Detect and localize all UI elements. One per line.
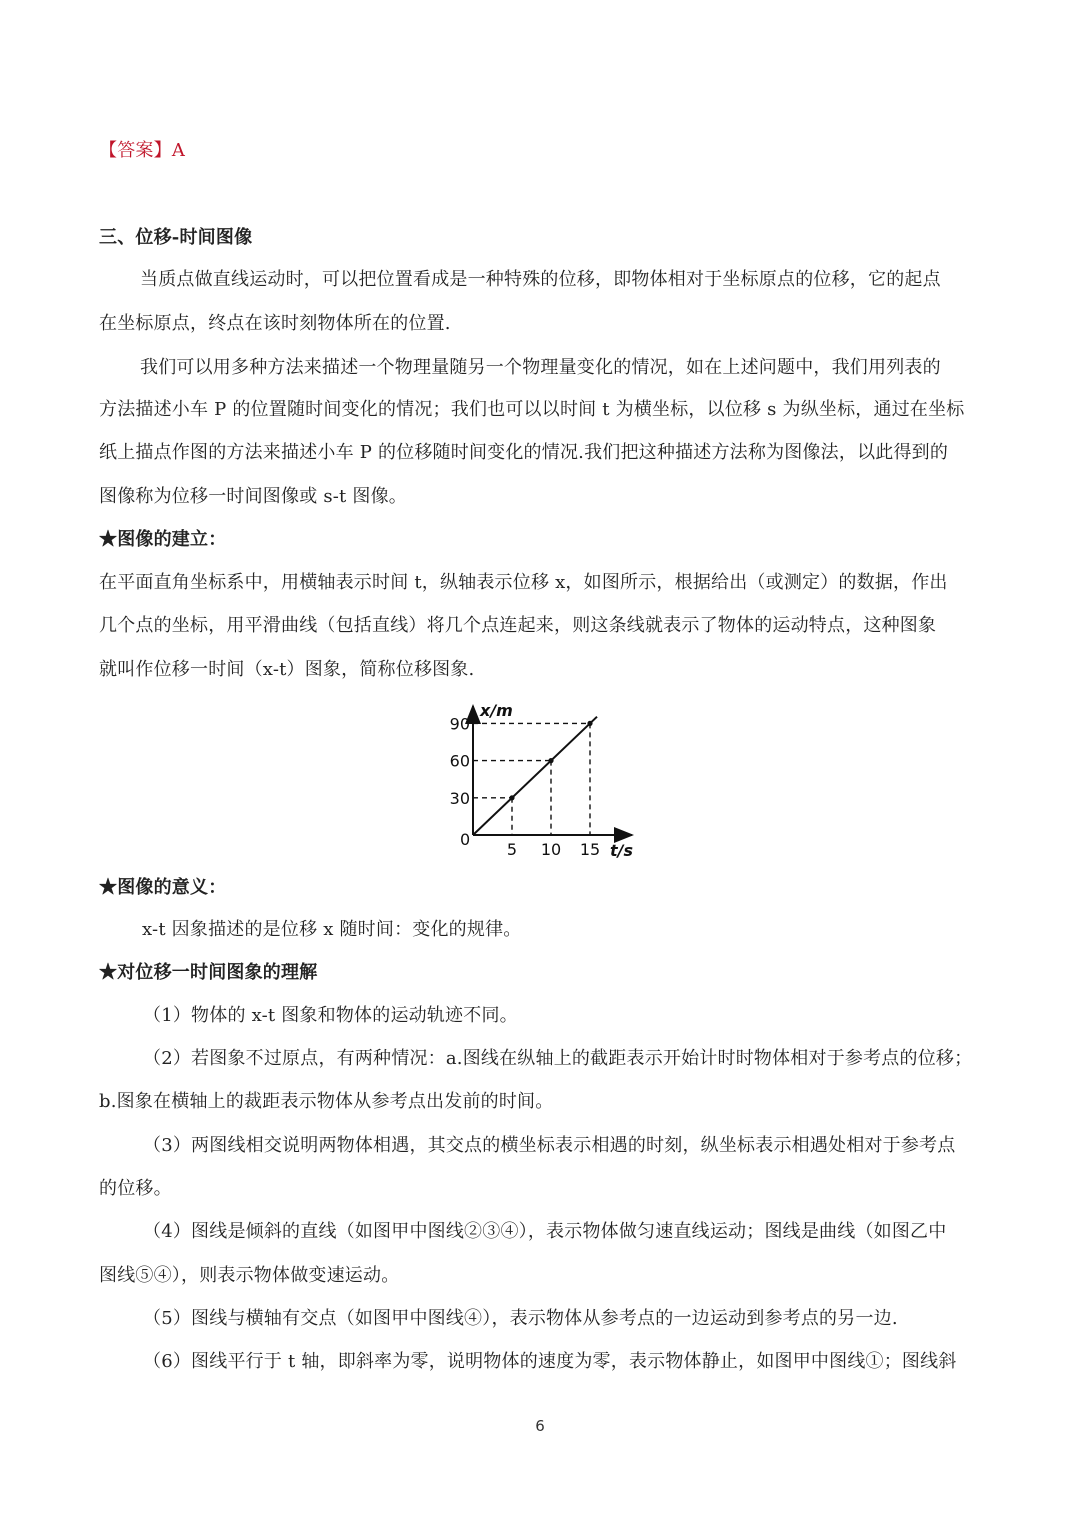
paragraph-line: 我们可以用多种方法来描述一个物理量随另一个物理量变化的情况，如在上述问题中，我们用列表的: [140, 357, 941, 378]
paragraph-line: 就叫作位移一时间（x-t）图象，简称位移图象.: [99, 659, 475, 680]
list-item: （5）图线与横轴有交点（如图甲中图线④），表示物体从参考点的一边运动到参考点的另一边.: [143, 1308, 898, 1329]
data-point: [509, 795, 514, 800]
x-tick-label: 15: [579, 840, 601, 859]
list-item-continuation: 图线⑤④），则表示物体做变速运动。: [99, 1265, 400, 1286]
origin-label: 0: [460, 830, 471, 849]
establish-heading: ★图像的建立：: [99, 529, 227, 550]
paragraph-line: 在平面直角坐标系中，用横轴表示时间 t，纵轴表示位移 x，如图所示，根据给出（或测定）的数据，作出: [99, 572, 948, 593]
paragraph-line: 图像称为位移一时间图像或 s-t 图像。: [99, 486, 407, 507]
section-heading: 三、位移-时间图像: [99, 227, 253, 248]
list-item: （4）图线是倾斜的直线（如图甲中图线②③④），表示物体做匀速直线运动；图线是曲线（如图乙中: [143, 1221, 947, 1242]
y-tick-label: 60: [449, 751, 470, 771]
meaning-heading: ★图像的意义：: [99, 877, 227, 898]
understanding-heading: ★对位移一时间图象的理解: [99, 962, 318, 983]
paragraph-line: 几个点的坐标，用平滑曲线（包括直线）将几个点连起来，则这条线就表示了物体的运动特点，这种图象: [99, 615, 937, 636]
x-tick-label: 10: [540, 840, 562, 859]
list-item: （2）若图象不过原点，有两种情况：a.图线在纵轴上的截距表示开始计时时物体相对于参考点的位移；: [143, 1048, 973, 1069]
x-tick-label: 5: [506, 840, 518, 859]
y-tick-label: 30: [449, 788, 470, 808]
answer-label: 【答案】: [99, 140, 172, 161]
page-number: 6: [535, 1417, 545, 1435]
x-axis-label: t/s: [610, 841, 634, 860]
y-axis-label: x/m: [480, 701, 513, 720]
series-line: [473, 717, 597, 835]
answer-line: [99, 139, 185, 163]
list-item: （3）两图线相交说明两物体相遇，其交点的横坐标表示相遇的时刻，纵坐标表示相遇处相对于参考点: [143, 1135, 956, 1156]
paragraph-line: 当质点做直线运动时，可以把位置看成是一种特殊的位移，即物体相对于坐标原点的位移，它的起点: [140, 269, 941, 290]
list-item-continuation: b.图象在横轴上的裁距表示物体从参考点出发前的时间。: [99, 1091, 554, 1112]
paragraph-line: x-t 因象描述的是位移 x 随时间：变化的规律。: [142, 919, 522, 940]
y-tick-label: 90: [449, 714, 470, 734]
data-point: [548, 758, 553, 763]
answer-value: A: [171, 140, 186, 161]
paragraph-line: 纸上描点作图的方法来描述小车 P 的位移随时间变化的情况.我们把这种描述方法称为图像法，以此得到的: [99, 442, 949, 463]
list-item: （1）物体的 x-t 图象和物体的运动轨迹不同。: [143, 1005, 518, 1026]
paragraph-line: 在坐标原点，终点在该时刻物体所在的位置.: [99, 313, 451, 334]
data-point: [587, 721, 592, 726]
paragraph-line: 方法描述小车 P 的位置随时间变化的情况；我们也可以以时间 t 为横坐标，以位移 s 为纵坐标，通过在坐标: [99, 399, 965, 420]
list-item-continuation: 的位移。: [99, 1178, 172, 1199]
list-item: （6）图线平行于 t 轴，即斜率为零，说明物体的速度为零，表示物体静止，如图甲中图线①；图线斜: [143, 1351, 957, 1372]
xt-chart: [440, 700, 650, 865]
